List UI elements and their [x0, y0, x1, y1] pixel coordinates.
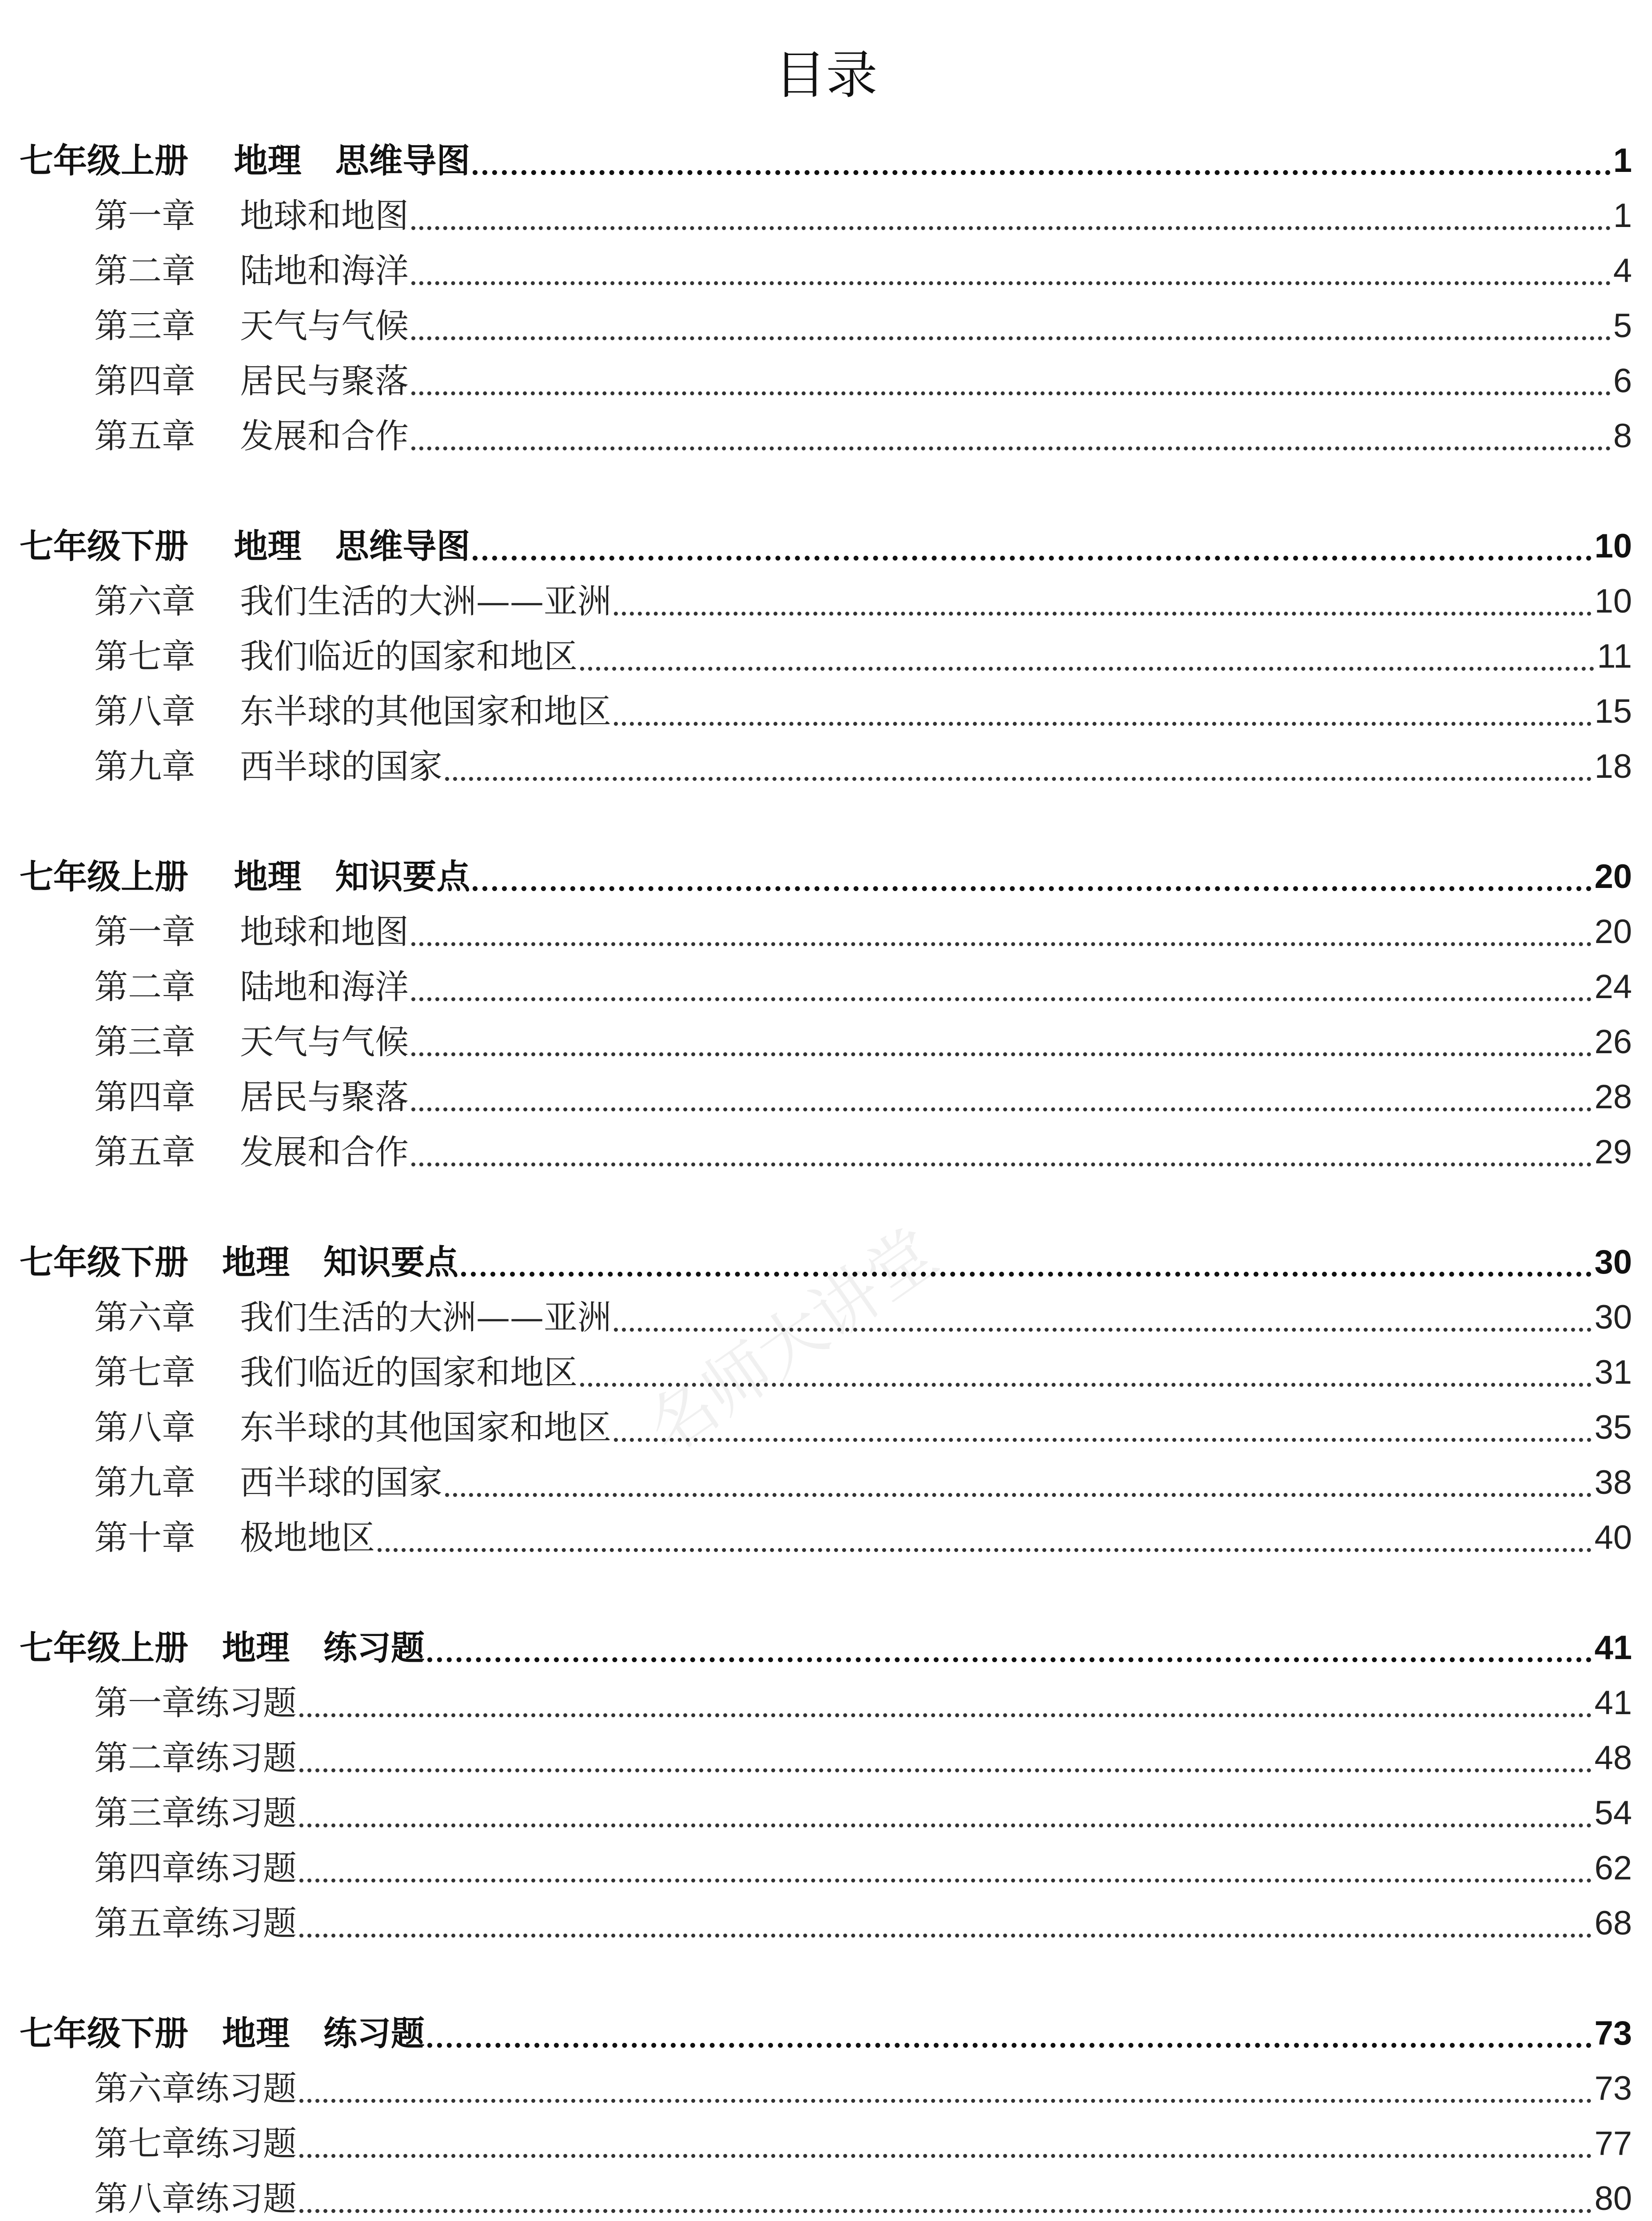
toc-page-number: 8 — [1613, 417, 1632, 455]
dot-leader — [299, 1823, 1592, 1827]
toc-page-number: 68 — [1594, 1904, 1632, 1942]
toc-page-number: 28 — [1594, 1078, 1632, 1116]
dot-leader — [427, 2043, 1592, 2048]
dot-leader — [378, 1548, 1592, 1552]
toc-entry[interactable] — [94, 1345, 1632, 1400]
toc-page-number: 48 — [1594, 1739, 1632, 1777]
toc-entry[interactable] — [94, 354, 1632, 409]
dot-leader — [411, 226, 1611, 230]
toc-entry[interactable] — [94, 299, 1632, 354]
toc-entry-label: 第四章 居民与聚落 — [94, 361, 409, 401]
toc-page-number: 80 — [1594, 2180, 1632, 2217]
toc-page-number: 6 — [1613, 362, 1632, 400]
toc-entry-label: 第一章练习题 — [94, 1683, 297, 1723]
toc-entry-label: 第四章 居民与聚落 — [94, 1077, 409, 1117]
dot-leader — [614, 612, 1592, 616]
toc-page-number: 10 — [1594, 527, 1632, 565]
toc-entry-label: 第三章练习题 — [94, 1793, 297, 1833]
toc-page-number: 31 — [1594, 1353, 1632, 1391]
toc-entry[interactable] — [94, 188, 1632, 243]
toc-entry-label: 第一章 地球和地图 — [94, 196, 409, 235]
dot-leader — [580, 667, 1594, 671]
toc-entry-label: 第七章练习题 — [94, 2124, 297, 2163]
toc-entry-label: 七年级下册 地理 知识要点 — [20, 1242, 458, 1282]
toc-entry[interactable] — [94, 1896, 1632, 1951]
dot-leader — [299, 2209, 1592, 2213]
dot-leader — [473, 886, 1592, 891]
toc-entry-label: 第六章 我们生活的大洲——亚洲 — [94, 581, 612, 621]
toc-entry[interactable] — [94, 1731, 1632, 1786]
toc-entry[interactable] — [94, 1400, 1632, 1455]
toc-page-number: 18 — [1594, 748, 1632, 785]
toc-page-number: 40 — [1594, 1519, 1632, 1556]
toc-page-number: 20 — [1594, 913, 1632, 951]
toc-entry-label: 第七章 我们临近的国家和地区 — [94, 637, 578, 676]
dot-leader — [411, 281, 1611, 285]
toc-page-number: 54 — [1594, 1794, 1632, 1832]
dot-leader — [299, 1934, 1592, 1938]
toc-entry-label: 第九章 西半球的国家 — [94, 1463, 443, 1502]
toc-page-number: 41 — [1594, 1684, 1632, 1722]
toc-entry-label: 第十章 极地地区 — [94, 1518, 375, 1557]
toc-page-number: 10 — [1594, 582, 1632, 620]
dot-leader — [299, 1713, 1592, 1717]
toc-entry[interactable] — [94, 243, 1632, 299]
toc-entry-label: 第八章练习题 — [94, 2179, 297, 2218]
dot-leader — [411, 336, 1611, 340]
dot-leader — [411, 1052, 1592, 1056]
dot-leader — [614, 1438, 1592, 1442]
toc-entry[interactable] — [94, 409, 1632, 464]
toc-entry-label: 第四章练习题 — [94, 1848, 297, 1888]
toc-section-heading[interactable] — [20, 1235, 1632, 1290]
toc-page-number: 73 — [1594, 2070, 1632, 2107]
toc-page-number: 20 — [1594, 858, 1632, 896]
toc-page-number: 41 — [1594, 1629, 1632, 1667]
toc-entry[interactable] — [94, 1015, 1632, 1070]
toc-entry-label: 七年级上册 地理 知识要点 — [20, 857, 470, 896]
toc-entry-label: 第二章 陆地和海洋 — [94, 967, 409, 1007]
dot-leader — [411, 942, 1592, 946]
dot-leader — [411, 997, 1592, 1001]
toc-page-number: 24 — [1594, 968, 1632, 1006]
toc-page-number: 1 — [1613, 197, 1632, 235]
toc-page-number: 62 — [1594, 1849, 1632, 1887]
dot-leader — [299, 1879, 1592, 1883]
toc-entry[interactable] — [94, 629, 1632, 684]
toc-section-heading[interactable] — [20, 849, 1632, 904]
toc-page-number: 30 — [1594, 1298, 1632, 1336]
toc-entry-label: 第二章 陆地和海洋 — [94, 251, 409, 291]
toc-page-number: 35 — [1594, 1409, 1632, 1446]
toc-entry-label: 第五章 发展和合作 — [94, 416, 409, 456]
toc-page-number: 4 — [1613, 252, 1632, 290]
toc-page-number: 1 — [1613, 142, 1632, 179]
toc-entry[interactable] — [94, 1786, 1632, 1841]
dot-leader — [299, 2154, 1592, 2158]
toc-entry[interactable] — [94, 574, 1632, 629]
toc-page-number: 77 — [1594, 2125, 1632, 2162]
watermark: 名师大讲堂 — [633, 1214, 951, 1469]
toc-entry[interactable] — [94, 1290, 1632, 1345]
dot-leader — [411, 446, 1611, 450]
toc-section-heading[interactable] — [20, 2006, 1632, 2061]
toc-entry-label: 七年级下册 地理 练习题 — [20, 2014, 425, 2053]
dot-leader — [614, 1328, 1592, 1332]
toc-entry[interactable] — [94, 1125, 1632, 1180]
toc-entry-label: 七年级上册 地理 思维导图 — [20, 141, 470, 180]
dot-leader — [580, 1383, 1592, 1387]
toc-page-number: 11 — [1597, 637, 1632, 675]
dot-leader — [411, 1162, 1592, 1166]
dot-leader — [445, 1493, 1592, 1497]
dot-leader — [411, 1107, 1592, 1111]
dot-leader — [461, 1272, 1592, 1277]
toc-entry[interactable] — [94, 1676, 1632, 1731]
toc-entry-label: 第三章 天气与气候 — [94, 1022, 409, 1062]
toc-page-number: 29 — [1594, 1133, 1632, 1171]
toc-page-number: 15 — [1594, 693, 1632, 730]
toc-entry-label: 第六章练习题 — [94, 2069, 297, 2108]
toc-entry-label: 第七章 我们临近的国家和地区 — [94, 1353, 578, 1392]
toc-entry[interactable] — [94, 904, 1632, 959]
dot-leader — [445, 777, 1592, 781]
dot-leader — [473, 556, 1592, 561]
toc-entry-label: 第九章 西半球的国家 — [94, 747, 443, 786]
toc-entry[interactable] — [94, 1841, 1632, 1896]
toc-entry-label: 第五章练习题 — [94, 1903, 297, 1943]
toc-entry-label: 第二章练习题 — [94, 1738, 297, 1778]
toc-page-number: 73 — [1594, 2014, 1632, 2052]
toc-entry-label: 第三章 天气与气候 — [94, 306, 409, 346]
toc-entry[interactable] — [94, 2116, 1632, 2171]
toc-entry-label: 七年级下册 地理 思维导图 — [20, 526, 470, 566]
dot-leader — [473, 170, 1610, 175]
toc-entry[interactable] — [94, 959, 1632, 1015]
dot-leader — [411, 391, 1611, 395]
dot-leader — [299, 2099, 1592, 2103]
toc-entry[interactable] — [94, 2061, 1632, 2116]
toc-page-number: 30 — [1594, 1243, 1632, 1281]
page-title: 目录 — [774, 45, 878, 105]
toc-entry-label: 七年级上册 地理 练习题 — [20, 1628, 425, 1668]
dot-leader — [427, 1657, 1592, 1662]
toc-section-heading[interactable] — [20, 133, 1632, 188]
toc-entry[interactable] — [94, 1070, 1632, 1125]
toc-page-number: 38 — [1594, 1464, 1632, 1501]
toc-entry[interactable] — [94, 1455, 1632, 1510]
toc-entry[interactable] — [94, 739, 1632, 794]
toc-page-number: 5 — [1613, 307, 1632, 345]
toc-entry[interactable] — [94, 1510, 1632, 1565]
toc-page-number: 26 — [1594, 1023, 1632, 1061]
toc-section-heading[interactable] — [20, 1620, 1632, 1676]
toc-section-heading[interactable] — [20, 519, 1632, 574]
dot-leader — [614, 722, 1592, 726]
toc-entry-label: 第八章 东半球的其他国家和地区 — [94, 692, 612, 731]
toc-entry-label: 第六章 我们生活的大洲——亚洲 — [94, 1298, 612, 1337]
toc-entry-label: 第八章 东半球的其他国家和地区 — [94, 1408, 612, 1447]
dot-leader — [299, 1768, 1592, 1772]
toc-entry-label: 第一章 地球和地图 — [94, 912, 409, 951]
toc-entry[interactable] — [94, 684, 1632, 739]
toc-entry[interactable] — [94, 2171, 1632, 2221]
toc-entry-label: 第五章 发展和合作 — [94, 1132, 409, 1172]
